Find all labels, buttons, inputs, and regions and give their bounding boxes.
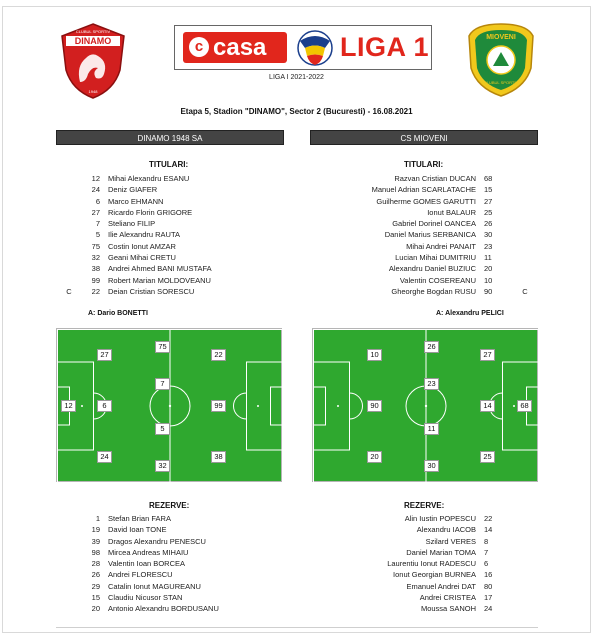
shirt-number: 6 [95, 196, 100, 206]
player-row [324, 207, 532, 218]
player-row [62, 207, 252, 218]
shirt-number: 25 [484, 207, 493, 217]
dinamo-logo-name: DINAMO [74, 36, 112, 46]
dinamo-logo [58, 22, 128, 100]
shirt-number: 7 [95, 219, 100, 229]
shirt-number: 11 [484, 253, 492, 263]
player-row [324, 241, 532, 252]
player-row [324, 275, 532, 286]
shirt-number: 15 [91, 593, 100, 603]
player-name: Dragos Alexandru PENESCU [108, 536, 206, 546]
player-row [62, 558, 252, 569]
pitch-lines [57, 329, 283, 483]
shirt-number: 8 [484, 536, 489, 546]
away-starters-title: TITULARI: [404, 160, 444, 169]
player-row [62, 252, 252, 263]
shirt-number: 15 [484, 185, 493, 195]
player-row [62, 513, 252, 524]
player-name: Manuel Adrian SCARLATACHE [371, 185, 476, 195]
formation-player-marker: 11 [424, 423, 439, 435]
formation-player-marker: 24 [97, 451, 112, 463]
player-name: Ionut BALAUR [427, 207, 476, 217]
home-coach: A: Dario BONETTI [88, 310, 148, 317]
away-team-bar: CS MIOVENI [310, 130, 538, 145]
home-formation-pitch [56, 328, 282, 482]
home-team-bar: DINAMO 1948 SA [56, 130, 284, 145]
player-row [62, 581, 252, 592]
player-name: Gheorghe Bogdan RUSU [391, 286, 476, 296]
formation-player-marker: 75 [155, 341, 170, 353]
player-row [324, 184, 532, 195]
shirt-number: 28 [91, 559, 100, 569]
away-formation-pitch [312, 328, 538, 482]
shirt-number: 68 [484, 174, 493, 183]
formation-player-marker: 30 [424, 460, 439, 472]
shirt-number: 1 [95, 514, 100, 523]
formation-player-marker: 26 [424, 341, 439, 353]
shirt-number: 26 [91, 570, 100, 580]
shirt-number: 98 [91, 547, 100, 557]
formation-player-marker: 23 [424, 378, 439, 390]
player-name: Razvan Cristian DUCAN [394, 174, 476, 183]
shirt-number: 20 [484, 264, 493, 274]
player-name: Stefan Brian FARA [108, 514, 171, 523]
player-row [324, 252, 532, 263]
shirt-number: 6 [484, 559, 489, 569]
formation-player-marker: 10 [367, 349, 382, 361]
season-label: LIGA I 2021-2022 [269, 74, 324, 81]
captain-mark: C [66, 286, 72, 296]
player-row [324, 536, 532, 547]
shirt-number: 7 [484, 547, 489, 557]
player-name: Daniel Marius SERBANICA [384, 230, 476, 240]
player-name: Gabriel Dorinel OANCEA [392, 219, 476, 229]
formation-player-marker: 27 [97, 349, 112, 361]
shirt-number: 24 [91, 185, 100, 195]
player-name: Claudiu Nicusor STAN [108, 593, 183, 603]
player-row [62, 547, 252, 558]
formation-player-marker: 25 [480, 451, 495, 463]
player-name: Laurentiu Ionut RADESCU [387, 559, 476, 569]
shirt-number: 99 [91, 275, 100, 285]
mioveni-logo-bottom: CLUBUL SPORTIV [483, 80, 519, 85]
shirt-number: 26 [484, 219, 493, 229]
player-row [324, 196, 532, 207]
shirt-number: 14 [484, 525, 493, 535]
mioveni-logo [465, 22, 537, 98]
player-name: Steliano FILIP [108, 219, 156, 229]
captain-mark: C [522, 286, 528, 296]
formation-player-marker: 68 [517, 400, 532, 412]
player-name: Valentin Ioan BORCEA [108, 559, 185, 569]
away-subs-title: REZERVE: [404, 501, 445, 510]
league-name: LIGA 1 [340, 32, 430, 62]
player-row [324, 524, 532, 535]
footer-divider [56, 627, 538, 628]
player-name: Costin Ionut AMZAR [108, 241, 176, 251]
mioveni-logo-name: MIOVENI [486, 34, 516, 41]
formation-player-marker: 27 [480, 349, 495, 361]
player-name: Mihai Andrei PANAIT [406, 241, 476, 251]
player-name: Geani Mihai CRETU [108, 253, 176, 263]
player-row [324, 513, 532, 524]
shirt-number: 24 [484, 604, 493, 614]
player-name: Szilard VERES [425, 536, 476, 546]
shirt-number: 16 [484, 570, 493, 580]
away-subs-list [324, 513, 532, 615]
player-name: Mircea Andreas MIHAIU [108, 547, 189, 557]
player-row [62, 592, 252, 603]
player-row [62, 275, 252, 286]
player-row [324, 558, 532, 569]
player-row [62, 286, 252, 297]
shirt-number: 17 [484, 593, 493, 603]
match-info: Etapa 5, Stadion "DINAMO", Sector 2 (Bucuresti) - 16.08.2021 [180, 107, 413, 116]
shirt-number: 75 [91, 241, 100, 251]
player-name: Ricardo Florin GRIGORE [108, 207, 193, 217]
sponsor-name: casa [213, 34, 267, 61]
formation-player-marker: 99 [211, 400, 226, 412]
formation-player-marker: 38 [211, 451, 226, 463]
player-row [62, 569, 252, 580]
away-coach: A: Alexandru PELICI [436, 310, 504, 317]
player-name: Valentin COSEREANU [399, 275, 476, 285]
player-name: Deniz GIAFER [108, 185, 158, 195]
player-name: Andrei CRISTEA [419, 593, 476, 603]
player-name: Lucian Mihai DUMITRIU [395, 253, 476, 263]
formation-player-marker: 90 [367, 400, 382, 412]
player-row [62, 173, 252, 184]
player-row [324, 547, 532, 558]
player-name: Alexandru Daniel BUZIUC [388, 264, 476, 274]
home-subs-list [62, 513, 252, 615]
player-name: Mihai Alexandru ESANU [108, 174, 190, 183]
player-name: Emanuel Andrei DAT [406, 581, 476, 591]
player-row [324, 286, 532, 297]
player-row [62, 229, 252, 240]
shirt-number: 22 [91, 286, 100, 296]
player-row [324, 603, 532, 614]
sponsor-logo [183, 32, 287, 63]
player-row [62, 218, 252, 229]
player-row [324, 569, 532, 580]
player-row [62, 603, 252, 614]
player-name: Marco EHMANN [108, 196, 164, 206]
formation-player-marker: 14 [480, 400, 495, 412]
shirt-number: 27 [91, 207, 100, 217]
player-name: Ilie Alexandru RAUTA [108, 230, 180, 240]
player-name: Guilherme GOMES GARUTTI [376, 196, 476, 206]
formation-player-marker: 7 [155, 378, 170, 390]
shirt-number: 80 [484, 581, 493, 591]
dinamo-logo-year: 1948 [88, 89, 98, 94]
formation-player-marker: 12 [61, 400, 76, 412]
dinamo-logo-top: CLUBUL SPORTIV [75, 29, 111, 34]
shirt-number: 90 [484, 286, 493, 296]
formation-player-marker: 22 [211, 349, 226, 361]
player-name: Andrei FLORESCU [108, 570, 173, 580]
shirt-number: 20 [91, 604, 100, 614]
formation-player-marker: 20 [367, 451, 382, 463]
formation-player-marker: 32 [155, 460, 170, 472]
league-banner [174, 25, 432, 70]
player-row [324, 229, 532, 240]
shirt-number: 10 [484, 275, 493, 285]
formation-player-marker: 5 [155, 423, 170, 435]
player-row [324, 218, 532, 229]
player-name: Moussa SANOH [420, 604, 476, 614]
player-name: Ionut Georgian BURNEA [393, 570, 476, 580]
player-row [324, 581, 532, 592]
player-name: Antonio Alexandru BORDUSANU [108, 604, 219, 614]
shirt-number: 29 [91, 581, 100, 591]
player-row [324, 592, 532, 603]
shirt-number: 19 [91, 525, 100, 535]
player-row [62, 241, 252, 252]
player-row [62, 184, 252, 195]
away-starters-list [324, 173, 532, 297]
shirt-number: 38 [91, 264, 100, 274]
player-name: Catalin Ionut MAGUREANU [108, 581, 201, 591]
player-name: David Ioan TONE [108, 525, 167, 535]
player-row [62, 263, 252, 274]
player-name: Robert Marian MOLDOVEANU [108, 275, 211, 285]
shirt-number: 12 [91, 174, 100, 183]
player-name: Andrei Ahmed BANI MUSTAFA [108, 264, 212, 274]
shirt-number: 27 [484, 196, 493, 206]
shirt-number: 32 [91, 253, 100, 263]
shirt-number: 22 [484, 514, 493, 523]
player-row [324, 263, 532, 274]
formation-player-marker: 6 [97, 400, 112, 412]
player-name: Alexandru IACOB [416, 525, 476, 535]
player-row [62, 196, 252, 207]
shirt-number: 5 [95, 230, 100, 240]
player-row [324, 173, 532, 184]
shirt-number: 39 [91, 536, 100, 546]
home-starters-list [62, 173, 252, 297]
shirt-number: 23 [484, 241, 493, 251]
player-row [62, 524, 252, 535]
player-name: Daniel Marian TOMA [406, 547, 476, 557]
player-name: Deian Cristian SORESCU [108, 286, 195, 296]
player-name: Alin Iustin POPESCU [404, 514, 476, 523]
ball-icon [291, 29, 339, 67]
player-row [62, 536, 252, 547]
shirt-number: 30 [484, 230, 493, 240]
home-starters-title: TITULARI: [149, 160, 189, 169]
home-subs-title: REZERVE: [149, 501, 190, 510]
sponsor-mark: c [189, 37, 209, 57]
